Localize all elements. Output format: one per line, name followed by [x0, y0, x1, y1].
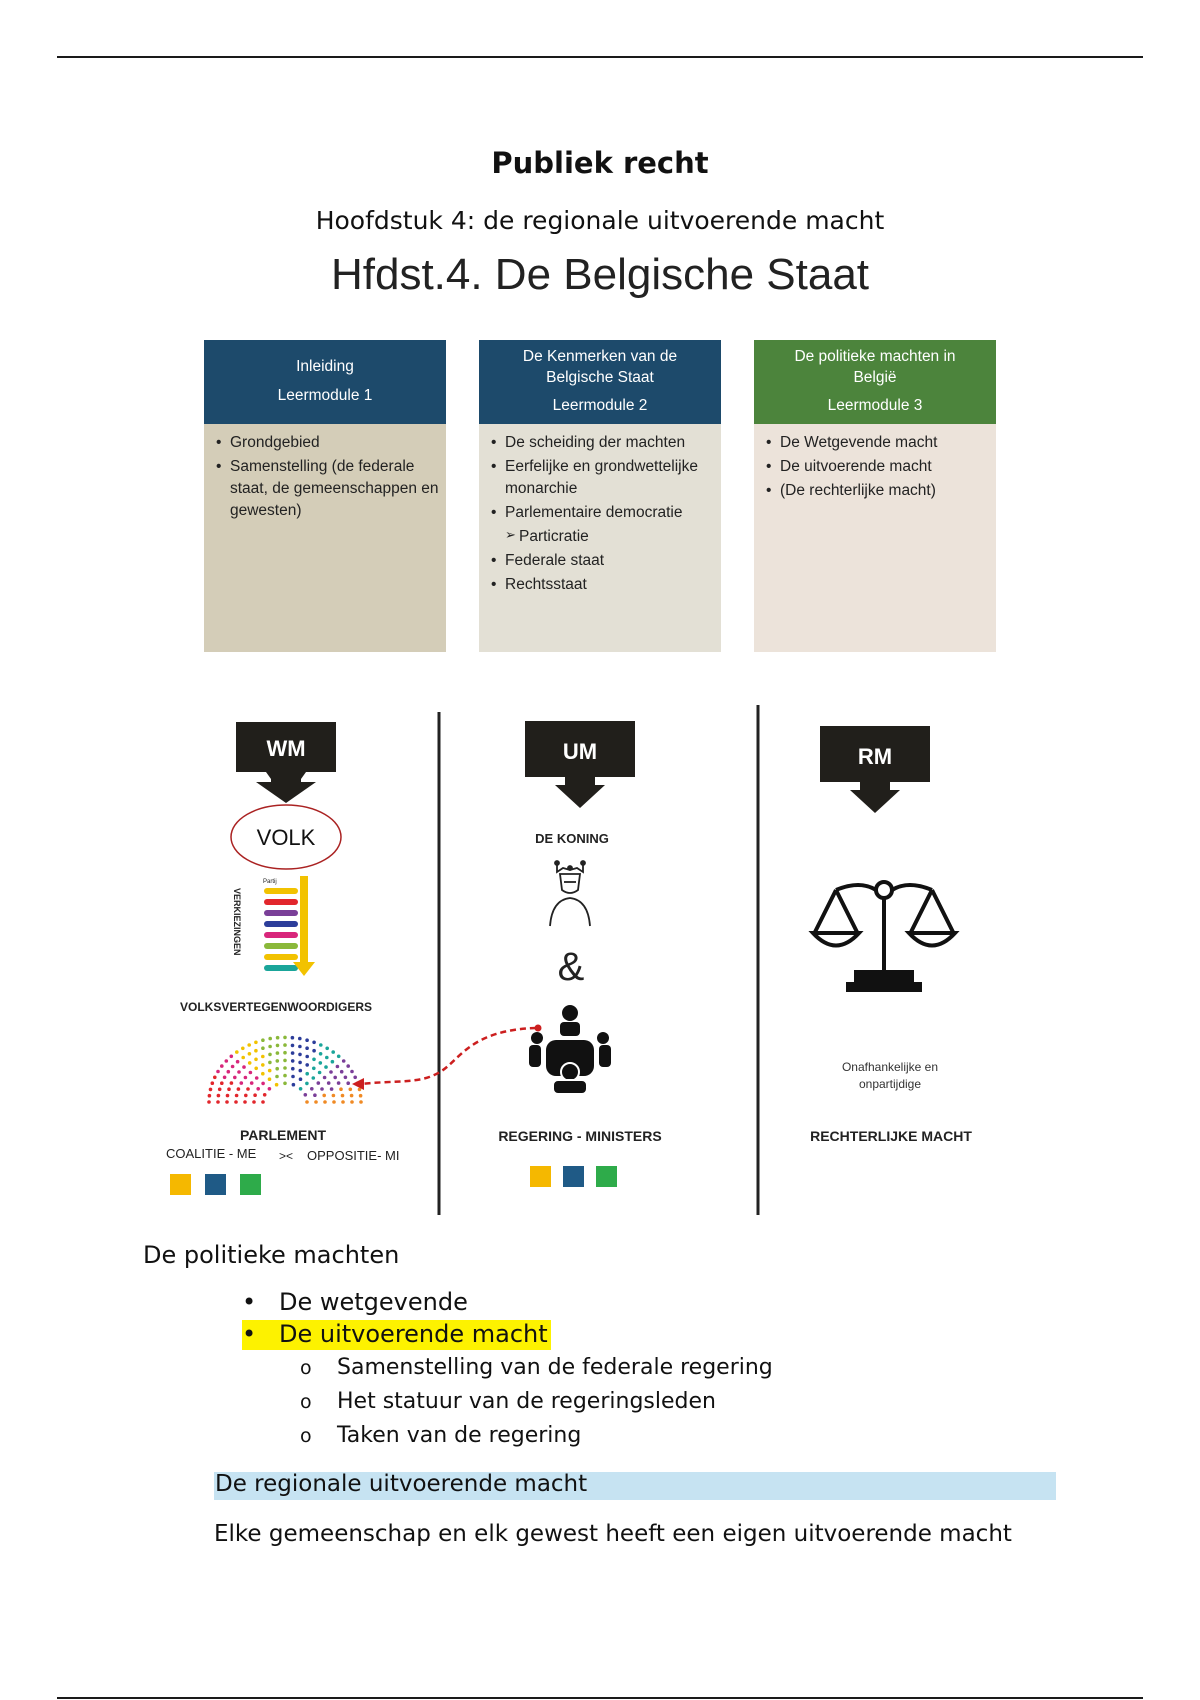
parliament-seat	[319, 1052, 323, 1056]
parliament-seat	[275, 1083, 279, 1087]
parliament-seat	[283, 1066, 287, 1070]
volk-label: VOLK	[256, 825, 316, 850]
parliament-seat	[218, 1088, 222, 1092]
module-heading-line: De politieke machten in	[794, 347, 956, 365]
parliament-seat	[254, 1067, 258, 1071]
parliament-seat	[305, 1072, 309, 1076]
parliament-seat	[305, 1055, 309, 1059]
parliament-seat	[261, 1063, 265, 1067]
module-heading-line: België	[853, 368, 897, 386]
party-square	[563, 1166, 584, 1187]
parliament-seat	[276, 1036, 280, 1040]
rechterlijke-macht-label: RECHTERLIJKE MACHT	[810, 1128, 972, 1144]
parliament-seat	[231, 1065, 235, 1069]
leermodule-3-column	[754, 340, 996, 652]
scales-of-justice-icon	[813, 882, 955, 990]
rm-label: RM	[857, 744, 893, 769]
parliament-seat	[298, 1037, 302, 1041]
parliament-seat	[283, 1051, 287, 1055]
parliament-seat	[253, 1093, 257, 1097]
onafhankelijk-line1: Onafhankelijke en	[841, 1060, 939, 1074]
parliament-seat	[223, 1076, 227, 1080]
module-topic-item: • Eerfelijke en grondwettelijke monarchie	[505, 456, 715, 500]
module-topic-item: • Samenstelling (de federale staat, de gemeenschappen en gewesten)	[230, 456, 440, 522]
parliament-seat	[339, 1087, 343, 1091]
parliament-seat	[312, 1067, 316, 1071]
parliament-seat	[291, 1036, 295, 1040]
parliament-seat	[319, 1043, 323, 1047]
parlement-label: PARLEMENT	[239, 1127, 327, 1143]
parliament-seat	[268, 1069, 272, 1073]
parliament-seat	[275, 1067, 279, 1071]
parliament-seat	[268, 1061, 272, 1065]
um-label: UM	[562, 739, 598, 764]
module-topic-item: • De scheiding der machten	[505, 432, 715, 454]
parliament-seat	[268, 1087, 272, 1091]
de-koning-label: DE KONING	[535, 831, 609, 846]
parliament-seat	[249, 1071, 253, 1075]
module-topic-item: • De Wetgevende macht	[780, 432, 990, 454]
parliament-seat	[322, 1094, 326, 1098]
parliament-seat	[283, 1082, 287, 1086]
parliament-seat	[331, 1050, 335, 1054]
parliament-seat	[330, 1087, 334, 1091]
sub-marker: o	[300, 1357, 312, 1379]
parliament-seat	[317, 1081, 321, 1085]
module-topic-item: • Grondgebied	[230, 432, 440, 454]
ministers-meeting-icon	[529, 1005, 611, 1094]
paragraph: Elke gemeenschap en elk gewest heeft een eigen uitvoerende macht	[214, 1521, 1012, 1547]
wm-arrow-box	[236, 722, 336, 803]
parliament-seat	[329, 1070, 333, 1074]
parliament-seat	[217, 1094, 221, 1098]
volksvertegenwoordigers-label: VOLKSVERTEGENWOORDIGERS	[179, 1000, 373, 1014]
parliament-seat	[331, 1060, 335, 1064]
parliament-seat	[227, 1070, 231, 1074]
parliament-seat	[305, 1046, 309, 1050]
parliament-seat	[298, 1053, 302, 1057]
parliament-seat	[233, 1076, 237, 1080]
parliament-seat	[261, 1082, 265, 1086]
parliament-seat	[325, 1056, 329, 1060]
module-heading-line: De Kenmerken van de	[522, 347, 678, 365]
parliament-seat	[283, 1043, 287, 1047]
parliament-seat	[268, 1053, 272, 1057]
parliament-seat	[244, 1094, 248, 1098]
parliament-seat	[292, 1083, 296, 1087]
parliament-seat	[241, 1047, 245, 1051]
parliament-seat	[276, 1044, 280, 1048]
parliament-seat	[240, 1081, 244, 1085]
document-subtitle: Hoofdstuk 4: de regionale uitvoerende macht	[315, 206, 885, 235]
parliament-seat	[291, 1051, 295, 1055]
parliament-seat	[283, 1074, 287, 1078]
sub-item-text: Taken van de regering	[337, 1423, 582, 1448]
ballot-stripe	[264, 932, 298, 938]
parliament-seat	[268, 1037, 272, 1041]
bullet-text: De wetgevende	[279, 1288, 468, 1316]
leermodule-header	[204, 340, 446, 424]
parliament-seat	[349, 1088, 353, 1092]
parliament-seat	[216, 1070, 220, 1074]
parliament-seat	[323, 1076, 327, 1080]
bottom-rule	[57, 1697, 1143, 1699]
party-square	[240, 1174, 261, 1195]
party-square	[530, 1166, 551, 1187]
parliament-seat	[225, 1059, 229, 1063]
module-topic-item: ➢ Particratie	[505, 526, 715, 548]
parliament-seat	[237, 1087, 241, 1091]
dashed-arrow-start	[535, 1025, 542, 1032]
parliament-seat	[213, 1076, 217, 1080]
parliament-seat	[312, 1058, 316, 1062]
king-icon	[550, 861, 590, 926]
leermodule-topics	[479, 424, 721, 652]
parliament-seat	[234, 1100, 238, 1104]
ampersand: &	[557, 945, 585, 989]
parliament-seat	[350, 1094, 354, 1098]
party-square	[170, 1174, 191, 1195]
parliament-seat	[337, 1081, 341, 1085]
bullet-marker: •	[242, 1320, 257, 1348]
parliament-seat	[305, 1063, 309, 1067]
parliament-seat	[346, 1064, 350, 1068]
ballot-stripes	[264, 888, 298, 971]
leermodule-header	[754, 340, 996, 424]
module-topic-item: • (De rechterlijke macht)	[780, 480, 990, 502]
parliament-seat	[247, 1043, 251, 1047]
document-title: Publiek recht	[491, 146, 709, 180]
regering-ministers-label: REGERING - MINISTERS	[498, 1128, 662, 1144]
parliament-seat	[261, 1072, 265, 1076]
module-topic-item: • De uitvoerende macht	[780, 456, 990, 478]
leermodule-topics	[754, 424, 996, 652]
parliament-seat	[342, 1059, 346, 1063]
section-heading-text: De regionale uitvoerende macht	[215, 1471, 588, 1497]
parliament-seat	[242, 1065, 246, 1069]
ballot-stripe	[264, 954, 298, 960]
parliament-seat	[350, 1070, 354, 1074]
parliament-seat	[254, 1049, 258, 1053]
parliament-seat	[254, 1058, 258, 1062]
parliament-seat	[323, 1100, 327, 1104]
oppositie-label: OPPOSITIE- MI	[307, 1148, 400, 1163]
rm-arrow-box	[820, 726, 930, 813]
parliament-seat	[353, 1076, 357, 1080]
ballot-stripe	[264, 888, 298, 894]
ballot-stripe	[264, 899, 298, 905]
parliament-seat	[291, 1059, 295, 1063]
parliament-seat	[304, 1093, 308, 1097]
parliament-seat	[243, 1100, 247, 1104]
parliament-seat	[235, 1050, 239, 1054]
parliament-seat	[341, 1100, 345, 1104]
parliament-seat	[324, 1065, 328, 1069]
parliament-seat	[241, 1056, 245, 1060]
parliament-seat	[248, 1052, 252, 1056]
parliament-seat	[314, 1100, 318, 1104]
parliament-seat	[275, 1075, 279, 1079]
parliament-seat	[283, 1036, 287, 1040]
parliament-seat	[211, 1081, 215, 1085]
bullet-text: De uitvoerende macht	[279, 1320, 548, 1348]
parliament-seat	[298, 1045, 302, 1049]
parliament-seat	[235, 1094, 239, 1098]
section-intro: De politieke machten	[143, 1241, 400, 1269]
module-topic-item: • Rechtsstaat	[505, 574, 715, 596]
parliament-seat	[208, 1094, 212, 1098]
parliament-seat	[332, 1100, 336, 1104]
parliament-seat	[305, 1038, 309, 1042]
parliament-seat	[244, 1076, 248, 1080]
slide-title: Hfdst.4. De Belgische Staat	[330, 250, 870, 299]
parliament-seat	[291, 1067, 295, 1071]
parliament-seat	[261, 1038, 265, 1042]
parliament-seat	[298, 1061, 302, 1065]
parliament-seat	[236, 1060, 240, 1064]
party-square	[596, 1166, 617, 1187]
wm-label: WM	[266, 736, 306, 761]
um-arrow-box	[525, 721, 635, 808]
parliament-seat	[225, 1100, 229, 1104]
parliament-hemicycle	[207, 1036, 363, 1104]
parliament-seat	[261, 1100, 265, 1104]
parliament-seat	[268, 1077, 272, 1081]
module-topic-item: • Parlementaire democratie	[505, 502, 715, 524]
parliament-seat	[283, 1059, 287, 1063]
ballot-stripe	[264, 943, 298, 949]
parliament-seat	[327, 1081, 331, 1085]
dashed-arrowhead	[352, 1078, 364, 1090]
parliament-seat	[276, 1059, 280, 1063]
top-rule	[57, 56, 1143, 58]
parliament-seat	[246, 1087, 250, 1091]
parliament-seat	[230, 1055, 234, 1059]
sub-marker: o	[300, 1425, 312, 1447]
parliament-seat	[263, 1093, 267, 1097]
parliament-seat	[336, 1065, 340, 1069]
parliament-seat	[261, 1055, 265, 1059]
parliament-seat	[227, 1087, 231, 1091]
parliament-seat	[220, 1081, 224, 1085]
parliament-seat	[226, 1094, 230, 1098]
parliament-seat	[250, 1081, 254, 1085]
um-party-squares	[530, 1166, 617, 1187]
ballot-stripe	[264, 910, 298, 916]
module-topic-item: • Federale staat	[505, 550, 715, 572]
parliament-seat	[312, 1049, 316, 1053]
parliament-seat	[312, 1041, 316, 1045]
verkiezingen-label: VERKIEZINGEN	[232, 888, 242, 956]
coalitie-label: COALITIE - ME	[166, 1146, 257, 1161]
parliament-seat	[310, 1087, 314, 1091]
parliament-seat	[319, 1061, 323, 1065]
parliament-seat	[268, 1045, 272, 1049]
parliament-seat	[340, 1070, 344, 1074]
parliament-seat	[261, 1046, 265, 1050]
leermodule-1-column	[204, 340, 446, 652]
parliament-seat	[350, 1100, 354, 1104]
parliament-seat	[220, 1064, 224, 1068]
parliament-seat	[359, 1100, 363, 1104]
sub-marker: o	[300, 1391, 312, 1413]
parliament-seat	[346, 1081, 350, 1085]
parliament-seat	[254, 1041, 258, 1045]
module-heading-line: Inleiding	[296, 358, 354, 376]
ballot-stripe	[264, 921, 298, 927]
wm-party-squares	[170, 1174, 261, 1195]
parliament-seat	[299, 1087, 303, 1091]
parliament-seat	[344, 1076, 348, 1080]
parliament-seat	[256, 1087, 260, 1091]
parliament-seat	[291, 1075, 295, 1079]
sub-item-text: Het statuur van de regeringsleden	[337, 1389, 716, 1414]
parliament-seat	[252, 1100, 256, 1104]
leermodule-header	[479, 340, 721, 424]
parliament-seat	[207, 1100, 211, 1104]
parliament-seat	[216, 1100, 220, 1104]
parliament-seat	[318, 1071, 322, 1075]
parliament-seat	[299, 1069, 303, 1073]
parliament-seat	[230, 1081, 234, 1085]
section-heading	[214, 1472, 1056, 1500]
parliament-seat	[291, 1044, 295, 1048]
parliament-seat	[341, 1094, 345, 1098]
parliament-seat	[320, 1087, 324, 1091]
regering-to-parlement-arrow	[360, 1028, 536, 1084]
ballot-stripe	[264, 965, 298, 971]
bullet-marker: •	[242, 1288, 257, 1316]
leermodule-2-column	[479, 340, 721, 652]
parliament-seat	[299, 1077, 303, 1081]
parliament-seat	[248, 1061, 252, 1065]
sub-item-text: Samenstelling van de federale regering	[337, 1355, 773, 1380]
partij-label: Partij	[263, 879, 277, 885]
onafhankelijk-line2: onpartijdige	[858, 1077, 922, 1091]
leermodule-topics	[204, 424, 446, 652]
module-label: Leermodule 3	[827, 397, 923, 415]
module-heading-line: Belgische Staat	[546, 368, 654, 386]
parliament-seat	[312, 1076, 316, 1080]
powers-diagram	[0, 700, 1200, 1220]
party-square	[205, 1174, 226, 1195]
parliament-seat	[305, 1100, 309, 1104]
parliament-seat	[237, 1070, 241, 1074]
parliament-seat	[209, 1088, 213, 1092]
parliament-seat	[325, 1047, 329, 1051]
parliament-seat	[276, 1051, 280, 1055]
parliament-seat	[255, 1076, 259, 1080]
module-label: Leermodule 1	[277, 387, 373, 404]
parliament-seat	[313, 1093, 317, 1097]
parliament-seat	[332, 1094, 336, 1098]
parliament-seat	[359, 1094, 363, 1098]
module-label: Leermodule 2	[552, 397, 648, 415]
parliament-seat	[337, 1055, 341, 1059]
bullet-uitvoerende-macht	[242, 1320, 551, 1350]
parliament-seat	[333, 1076, 337, 1080]
parliament-seat	[305, 1082, 309, 1086]
versus-symbol: ><	[279, 1149, 294, 1163]
